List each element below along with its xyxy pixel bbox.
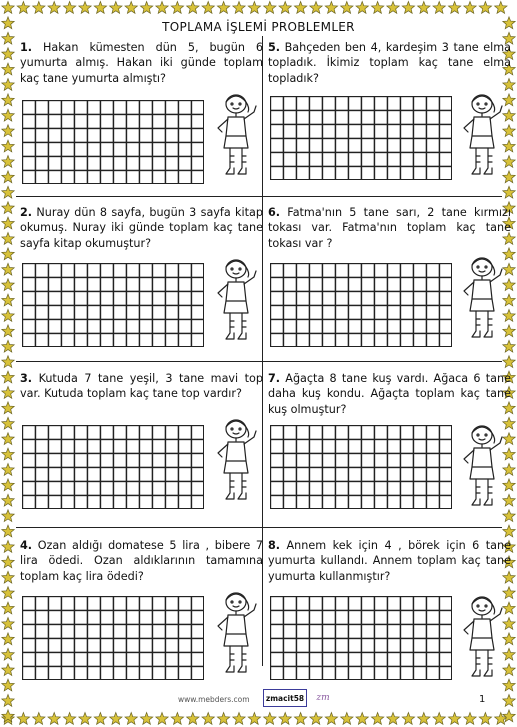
problem-3 [20,371,263,527]
star-icon [202,2,214,14]
girl-figure-icon [210,417,262,505]
star-icon [2,541,14,553]
star-icon [2,479,14,491]
star-icon [17,2,29,14]
girl-figure-icon [210,590,262,678]
star-icon [2,94,14,106]
star-icon [33,2,45,14]
star-icon [2,294,14,306]
star-icon [371,2,383,14]
star-icon [79,2,91,14]
star-icon [156,2,168,14]
star-icon [356,713,368,725]
star-icon [94,2,106,14]
row-divider [16,527,502,528]
star-icon [2,387,14,399]
star-icon [464,713,476,725]
problem-text: 1. Hakan kümesten dün 5, bugün 6 yumurta almış. Hakan iki günde toplam kaç tane yumurta almıştı? [20,41,263,85]
problem-number: 4. [20,539,33,552]
footer-author-badge: zmacit58 [263,689,307,707]
problem-4 [20,538,263,694]
star-icon [2,510,14,522]
problem-number: 1. [20,41,33,54]
star-icon [2,279,14,291]
star-icon [2,340,14,352]
star-icon [63,713,75,725]
star-icon [140,2,152,14]
star-icon [248,713,260,725]
star-icon [294,713,306,725]
star-icon [2,448,14,460]
answer-grid[interactable] [270,596,452,680]
star-icon [202,713,214,725]
star-icon [48,2,60,14]
star-icon [125,713,137,725]
star-icon [2,156,14,168]
star-icon [125,2,137,14]
problem-text: 6. Fatma'nın 5 tane sarı, 2 tane kırmızı tokası var. Fatma'nın toplam kaç tane tokası var ? [268,206,511,250]
problem-2 [20,205,263,361]
star-icon [418,713,430,725]
star-icon [2,109,14,121]
girl-figure-icon [210,92,262,180]
star-icon [433,713,445,725]
girl-figure-icon [456,255,508,343]
star-icon [2,571,14,583]
problem-number: 6. [268,206,281,219]
star-icon [503,695,515,707]
star-icon [187,713,199,725]
row-divider [16,361,502,362]
star-icon [2,325,14,337]
footer-logo: zm [316,693,330,703]
star-icon [63,2,75,14]
star-icon [2,79,14,91]
star-icon [387,713,399,725]
star-icon [2,618,14,630]
star-icon [2,633,14,645]
star-icon [310,713,322,725]
problem-number: 5. [268,41,281,54]
star-icon [279,2,291,14]
answer-grid[interactable] [22,100,204,184]
problem-7 [268,371,511,527]
star-icon [2,63,14,75]
row-divider [16,196,502,197]
answer-grid[interactable] [22,263,204,347]
star-icon [187,2,199,14]
girl-figure-icon [456,92,508,180]
star-icon [2,171,14,183]
star-icon [2,602,14,614]
star-icon [2,494,14,506]
star-icon [294,2,306,14]
star-icon [2,248,14,260]
problem-5 [268,40,511,196]
answer-grid[interactable] [270,96,452,180]
star-icon [2,356,14,368]
page-number: 1 [479,694,486,705]
star-icon [387,2,399,14]
problem-number: 8. [268,539,281,552]
star-icon [356,2,368,14]
star-icon [94,713,106,725]
star-icon [110,2,122,14]
star-icon [2,525,14,537]
problem-number: 7. [268,372,281,385]
star-icon [264,713,276,725]
star-icon [171,2,183,14]
star-icon [2,664,14,676]
star-icon [2,186,14,198]
star-icon [479,2,491,14]
girl-figure-icon [210,257,262,345]
answer-grid[interactable] [22,596,204,680]
girl-figure-icon [456,423,508,511]
star-icon [233,713,245,725]
problem-number: 2. [20,206,33,219]
star-icon [264,2,276,14]
star-icon [2,125,14,137]
answer-grid[interactable] [22,425,204,509]
footer-website[interactable]: www.mebders.com [178,695,250,704]
star-icon [2,233,14,245]
star-icon [464,2,476,14]
problem-6 [268,205,511,361]
star-icon [2,371,14,383]
star-icon [2,556,14,568]
star-icon [448,713,460,725]
star-icon [433,2,445,14]
star-icon [2,263,14,275]
star-icon [110,713,122,725]
star-icon [2,2,14,14]
star-icon [2,310,14,322]
star-icon [402,713,414,725]
problem-1 [20,40,263,196]
star-icon [325,2,337,14]
star-icon [341,713,353,725]
star-icon [217,713,229,725]
star-icon [17,713,29,725]
star-icon [2,32,14,44]
star-icon [2,679,14,691]
star-icon [233,2,245,14]
star-icon [2,48,14,60]
problem-text: 8. Annem kek için 4 , börek için 6 tane yumurta kullandı. Annem toplam kaç tane yumurta kullanmıştır? [268,539,511,583]
star-icon [479,713,491,725]
star-icon [2,402,14,414]
problem-text: 7. Ağaçta 8 tane kuş vardı. Ağaca 6 tane daha kuş kondu. Ağaçta toplam kaç tane kuş olmuştur? [268,372,511,416]
star-icon [341,2,353,14]
star-icon [2,464,14,476]
star-icon [371,713,383,725]
star-icon [140,713,152,725]
page-title: TOPLAMA İŞLEMİ PROBLEMLER [162,20,355,34]
star-icon [33,713,45,725]
star-icon [448,2,460,14]
problem-8 [268,538,511,694]
star-icon [2,140,14,152]
answer-grid[interactable] [270,263,452,347]
answer-grid[interactable] [270,425,452,509]
star-icon [79,713,91,725]
star-icon [2,695,14,707]
star-icon [156,713,168,725]
problem-text: 3. Kutuda 7 tane yeşil, 3 tane mavi top var. Kutuda toplam kaç tane top vardır? [20,372,263,401]
problem-text: 5. Bahçeden ben 4, kardeşim 3 tane elma topladık. İkimiz toplam kaç tane elma topladık? [268,41,511,85]
star-icon [2,202,14,214]
star-icon [217,2,229,14]
star-icon [48,713,60,725]
star-icon [310,2,322,14]
star-icon [495,2,507,14]
star-icon [418,2,430,14]
star-icon [171,713,183,725]
star-icon [2,648,14,660]
star-icon [2,417,14,429]
star-icon [325,713,337,725]
problem-text: 4. Ozan aldığı domatese 5 lira , bibere 7 lira ödedi. Ozan aldıklarının tamamına toplam kaç lira ödedi? [20,539,263,583]
problem-number: 3. [20,372,33,385]
girl-figure-icon [456,594,508,682]
star-icon [279,713,291,725]
star-icon [248,2,260,14]
star-icon [503,710,515,722]
star-icon [2,587,14,599]
problem-text: 2. Nuray dün 8 sayfa, bugün 3 sayfa kitap okumuş. Nuray iki günde toplam kaç tane sayfa kitap okumuştur? [20,206,263,250]
star-icon [402,2,414,14]
star-icon [2,217,14,229]
star-icon [2,433,14,445]
